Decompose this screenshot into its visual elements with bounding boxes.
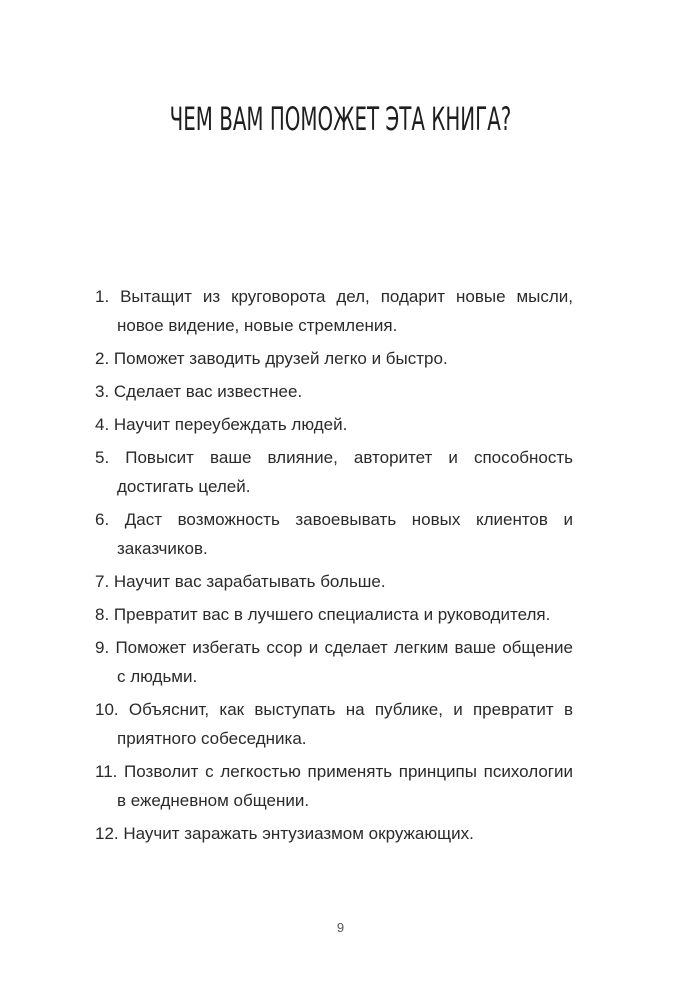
list-item: 9. Поможет избегать ссор и сделает легким ваше общение с людьми. xyxy=(95,638,573,686)
list-item: 1. Вытащит из круговорота дел, подарит новые мысли, новое видение, новые стремления. xyxy=(95,287,573,335)
list-item: 5. Повысит ваше влияние, авторитет и способность достигать целей. xyxy=(95,448,573,496)
list-item: 12. Научит заражать энтузиазмом окружающих. xyxy=(95,824,474,843)
list-item: 8. Превратит вас в лучшего специалиста и руководителя. xyxy=(95,605,551,624)
list-item: 4. Научит переубеждать людей. xyxy=(95,415,348,434)
list-item: 3. Сделает вас известнее. xyxy=(95,382,303,401)
list-item: 10. Объяснит, как выступать на публике, и превратит в приятного собеседника. xyxy=(95,700,573,748)
list-item: 11. Позволит с легкостью применять принципы психологии в ежедневном общении. xyxy=(95,762,573,810)
benefits-list xyxy=(95,282,573,852)
list-item: 7. Научит вас зарабатывать больше. xyxy=(95,572,386,591)
list-item: 6. Даст возможность завоевывать новых клиентов и заказчиков. xyxy=(95,510,573,558)
page-number: 9 xyxy=(336,920,345,935)
list-item: 2. Поможет заводить друзей легко и быстро. xyxy=(95,349,448,368)
page-title: ЧЕМ ВАМ ПОМОЖЕТ ЭТА КНИГА? xyxy=(169,100,512,138)
